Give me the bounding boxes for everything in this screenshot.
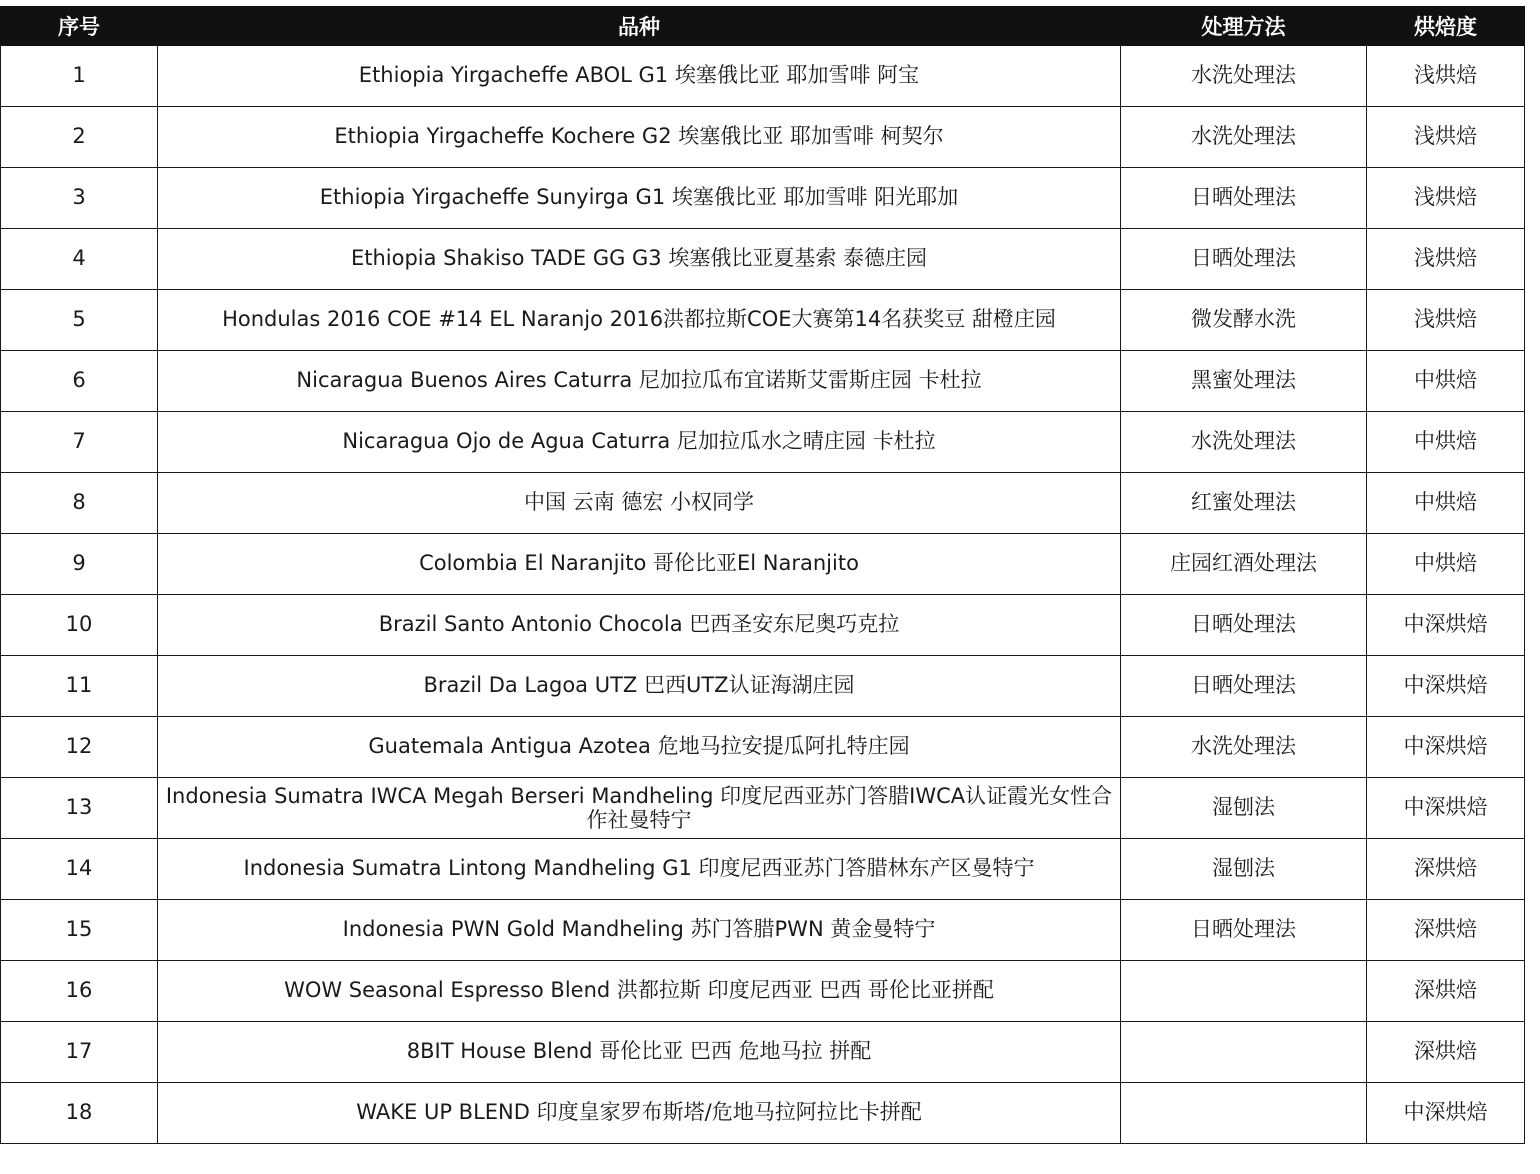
header-roast-level: 烘焙度 bbox=[1367, 7, 1525, 46]
cell-serial-number: 15 bbox=[1, 900, 158, 961]
table-row bbox=[1, 412, 1525, 473]
table-header-row bbox=[1, 7, 1525, 46]
table-row bbox=[1, 595, 1525, 656]
cell-variety: Ethiopia Yirgacheffe Kochere G2 埃塞俄比亚 耶加雪啡 柯契尔 bbox=[158, 107, 1121, 168]
cell-roast-level: 中烘焙 bbox=[1367, 351, 1525, 412]
cell-process-method: 水洗处理法 bbox=[1121, 412, 1367, 473]
cell-process-method: 水洗处理法 bbox=[1121, 717, 1367, 778]
cell-variety: Indonesia PWN Gold Mandheling 苏门答腊PWN 黄金曼特宁 bbox=[158, 900, 1121, 961]
cell-process-method bbox=[1121, 1083, 1367, 1144]
cell-serial-number: 11 bbox=[1, 656, 158, 717]
cell-roast-level: 浅烘焙 bbox=[1367, 290, 1525, 351]
cell-roast-level: 浅烘焙 bbox=[1367, 229, 1525, 290]
cell-serial-number: 4 bbox=[1, 229, 158, 290]
table-row bbox=[1, 717, 1525, 778]
cell-variety: Nicaragua Buenos Aires Caturra 尼加拉瓜布宜诺斯艾雷斯庄园 卡杜拉 bbox=[158, 351, 1121, 412]
table-row bbox=[1, 168, 1525, 229]
cell-roast-level: 深烘焙 bbox=[1367, 839, 1525, 900]
cell-serial-number: 16 bbox=[1, 961, 158, 1022]
cell-variety: Hondulas 2016 COE #14 EL Naranjo 2016洪都拉斯COE大赛第14名获奖豆 甜橙庄园 bbox=[158, 290, 1121, 351]
cell-variety: Ethiopia Shakiso TADE GG G3 埃塞俄比亚夏基索 泰德庄园 bbox=[158, 229, 1121, 290]
cell-variety: 中国 云南 德宏 小权同学 bbox=[158, 473, 1121, 534]
table-row bbox=[1, 534, 1525, 595]
cell-process-method: 日晒处理法 bbox=[1121, 168, 1367, 229]
table-body bbox=[1, 46, 1525, 1144]
cell-serial-number: 1 bbox=[1, 46, 158, 107]
header-serial-number: 序号 bbox=[1, 7, 158, 46]
cell-process-method: 水洗处理法 bbox=[1121, 107, 1367, 168]
cell-variety: Guatemala Antigua Azotea 危地马拉安提瓜阿扎特庄园 bbox=[158, 717, 1121, 778]
cell-roast-level: 中烘焙 bbox=[1367, 412, 1525, 473]
cell-process-method: 湿刨法 bbox=[1121, 778, 1367, 839]
table-row bbox=[1, 46, 1525, 107]
cell-serial-number: 6 bbox=[1, 351, 158, 412]
cell-process-method: 湿刨法 bbox=[1121, 839, 1367, 900]
table-row bbox=[1, 900, 1525, 961]
cell-process-method: 日晒处理法 bbox=[1121, 900, 1367, 961]
cell-serial-number: 17 bbox=[1, 1022, 158, 1083]
header-process-method: 处理方法 bbox=[1121, 7, 1367, 46]
cell-serial-number: 7 bbox=[1, 412, 158, 473]
cell-variety: Brazil Santo Antonio Chocola 巴西圣安东尼奥巧克拉 bbox=[158, 595, 1121, 656]
cell-variety: Indonesia Sumatra Lintong Mandheling G1 印度尼西亚苏门答腊林东产区曼特宁 bbox=[158, 839, 1121, 900]
cell-serial-number: 9 bbox=[1, 534, 158, 595]
cell-process-method: 日晒处理法 bbox=[1121, 595, 1367, 656]
cell-serial-number: 12 bbox=[1, 717, 158, 778]
cell-roast-level: 浅烘焙 bbox=[1367, 168, 1525, 229]
table-row bbox=[1, 351, 1525, 412]
cell-serial-number: 2 bbox=[1, 107, 158, 168]
cell-serial-number: 18 bbox=[1, 1083, 158, 1144]
table-row bbox=[1, 1083, 1525, 1144]
cell-serial-number: 5 bbox=[1, 290, 158, 351]
table-row bbox=[1, 656, 1525, 717]
table-row bbox=[1, 839, 1525, 900]
cell-process-method: 黑蜜处理法 bbox=[1121, 351, 1367, 412]
table-row bbox=[1, 1022, 1525, 1083]
cell-serial-number: 8 bbox=[1, 473, 158, 534]
cell-variety: Indonesia Sumatra IWCA Megah Berseri Mandheling 印度尼西亚苏门答腊IWCA认证霞光女性合作社曼特宁 bbox=[158, 778, 1121, 839]
cell-variety: Ethiopia Yirgacheffe ABOL G1 埃塞俄比亚 耶加雪啡 阿宝 bbox=[158, 46, 1121, 107]
cell-roast-level: 浅烘焙 bbox=[1367, 46, 1525, 107]
cell-roast-level: 深烘焙 bbox=[1367, 1022, 1525, 1083]
cell-process-method: 水洗处理法 bbox=[1121, 46, 1367, 107]
cell-roast-level: 深烘焙 bbox=[1367, 961, 1525, 1022]
cell-process-method: 日晒处理法 bbox=[1121, 229, 1367, 290]
cell-roast-level: 中深烘焙 bbox=[1367, 717, 1525, 778]
cell-variety: Nicaragua Ojo de Agua Caturra 尼加拉瓜水之晴庄园 卡杜拉 bbox=[158, 412, 1121, 473]
cell-variety: WAKE UP BLEND 印度皇家罗布斯塔/危地马拉阿拉比卡拼配 bbox=[158, 1083, 1121, 1144]
cell-roast-level: 中烘焙 bbox=[1367, 534, 1525, 595]
cell-process-method bbox=[1121, 961, 1367, 1022]
table-row bbox=[1, 473, 1525, 534]
header-variety: 品种 bbox=[158, 7, 1121, 46]
cell-process-method bbox=[1121, 1022, 1367, 1083]
cell-serial-number: 3 bbox=[1, 168, 158, 229]
cell-roast-level: 中深烘焙 bbox=[1367, 778, 1525, 839]
cell-variety: Colombia El Naranjito 哥伦比亚El Naranjito bbox=[158, 534, 1121, 595]
table-row bbox=[1, 290, 1525, 351]
cell-serial-number: 13 bbox=[1, 778, 158, 839]
cell-variety: 8BIT House Blend 哥伦比亚 巴西 危地马拉 拼配 bbox=[158, 1022, 1121, 1083]
cell-variety: Brazil Da Lagoa UTZ 巴西UTZ认证海湖庄园 bbox=[158, 656, 1121, 717]
coffee-bean-table bbox=[0, 6, 1525, 1144]
table-row bbox=[1, 778, 1525, 839]
cell-roast-level: 浅烘焙 bbox=[1367, 107, 1525, 168]
table-row bbox=[1, 961, 1525, 1022]
cell-variety: Ethiopia Yirgacheffe Sunyirga G1 埃塞俄比亚 耶加雪啡 阳光耶加 bbox=[158, 168, 1121, 229]
cell-process-method: 微发酵水洗 bbox=[1121, 290, 1367, 351]
table-row bbox=[1, 229, 1525, 290]
cell-roast-level: 中深烘焙 bbox=[1367, 656, 1525, 717]
cell-process-method: 红蜜处理法 bbox=[1121, 473, 1367, 534]
cell-roast-level: 深烘焙 bbox=[1367, 900, 1525, 961]
cell-roast-level: 中深烘焙 bbox=[1367, 595, 1525, 656]
cell-roast-level: 中深烘焙 bbox=[1367, 1083, 1525, 1144]
cell-roast-level: 中烘焙 bbox=[1367, 473, 1525, 534]
cell-process-method: 日晒处理法 bbox=[1121, 656, 1367, 717]
cell-variety: WOW Seasonal Espresso Blend 洪都拉斯 印度尼西亚 巴西 哥伦比亚拼配 bbox=[158, 961, 1121, 1022]
cell-serial-number: 14 bbox=[1, 839, 158, 900]
table-row bbox=[1, 107, 1525, 168]
cell-process-method: 庄园红酒处理法 bbox=[1121, 534, 1367, 595]
cell-serial-number: 10 bbox=[1, 595, 158, 656]
